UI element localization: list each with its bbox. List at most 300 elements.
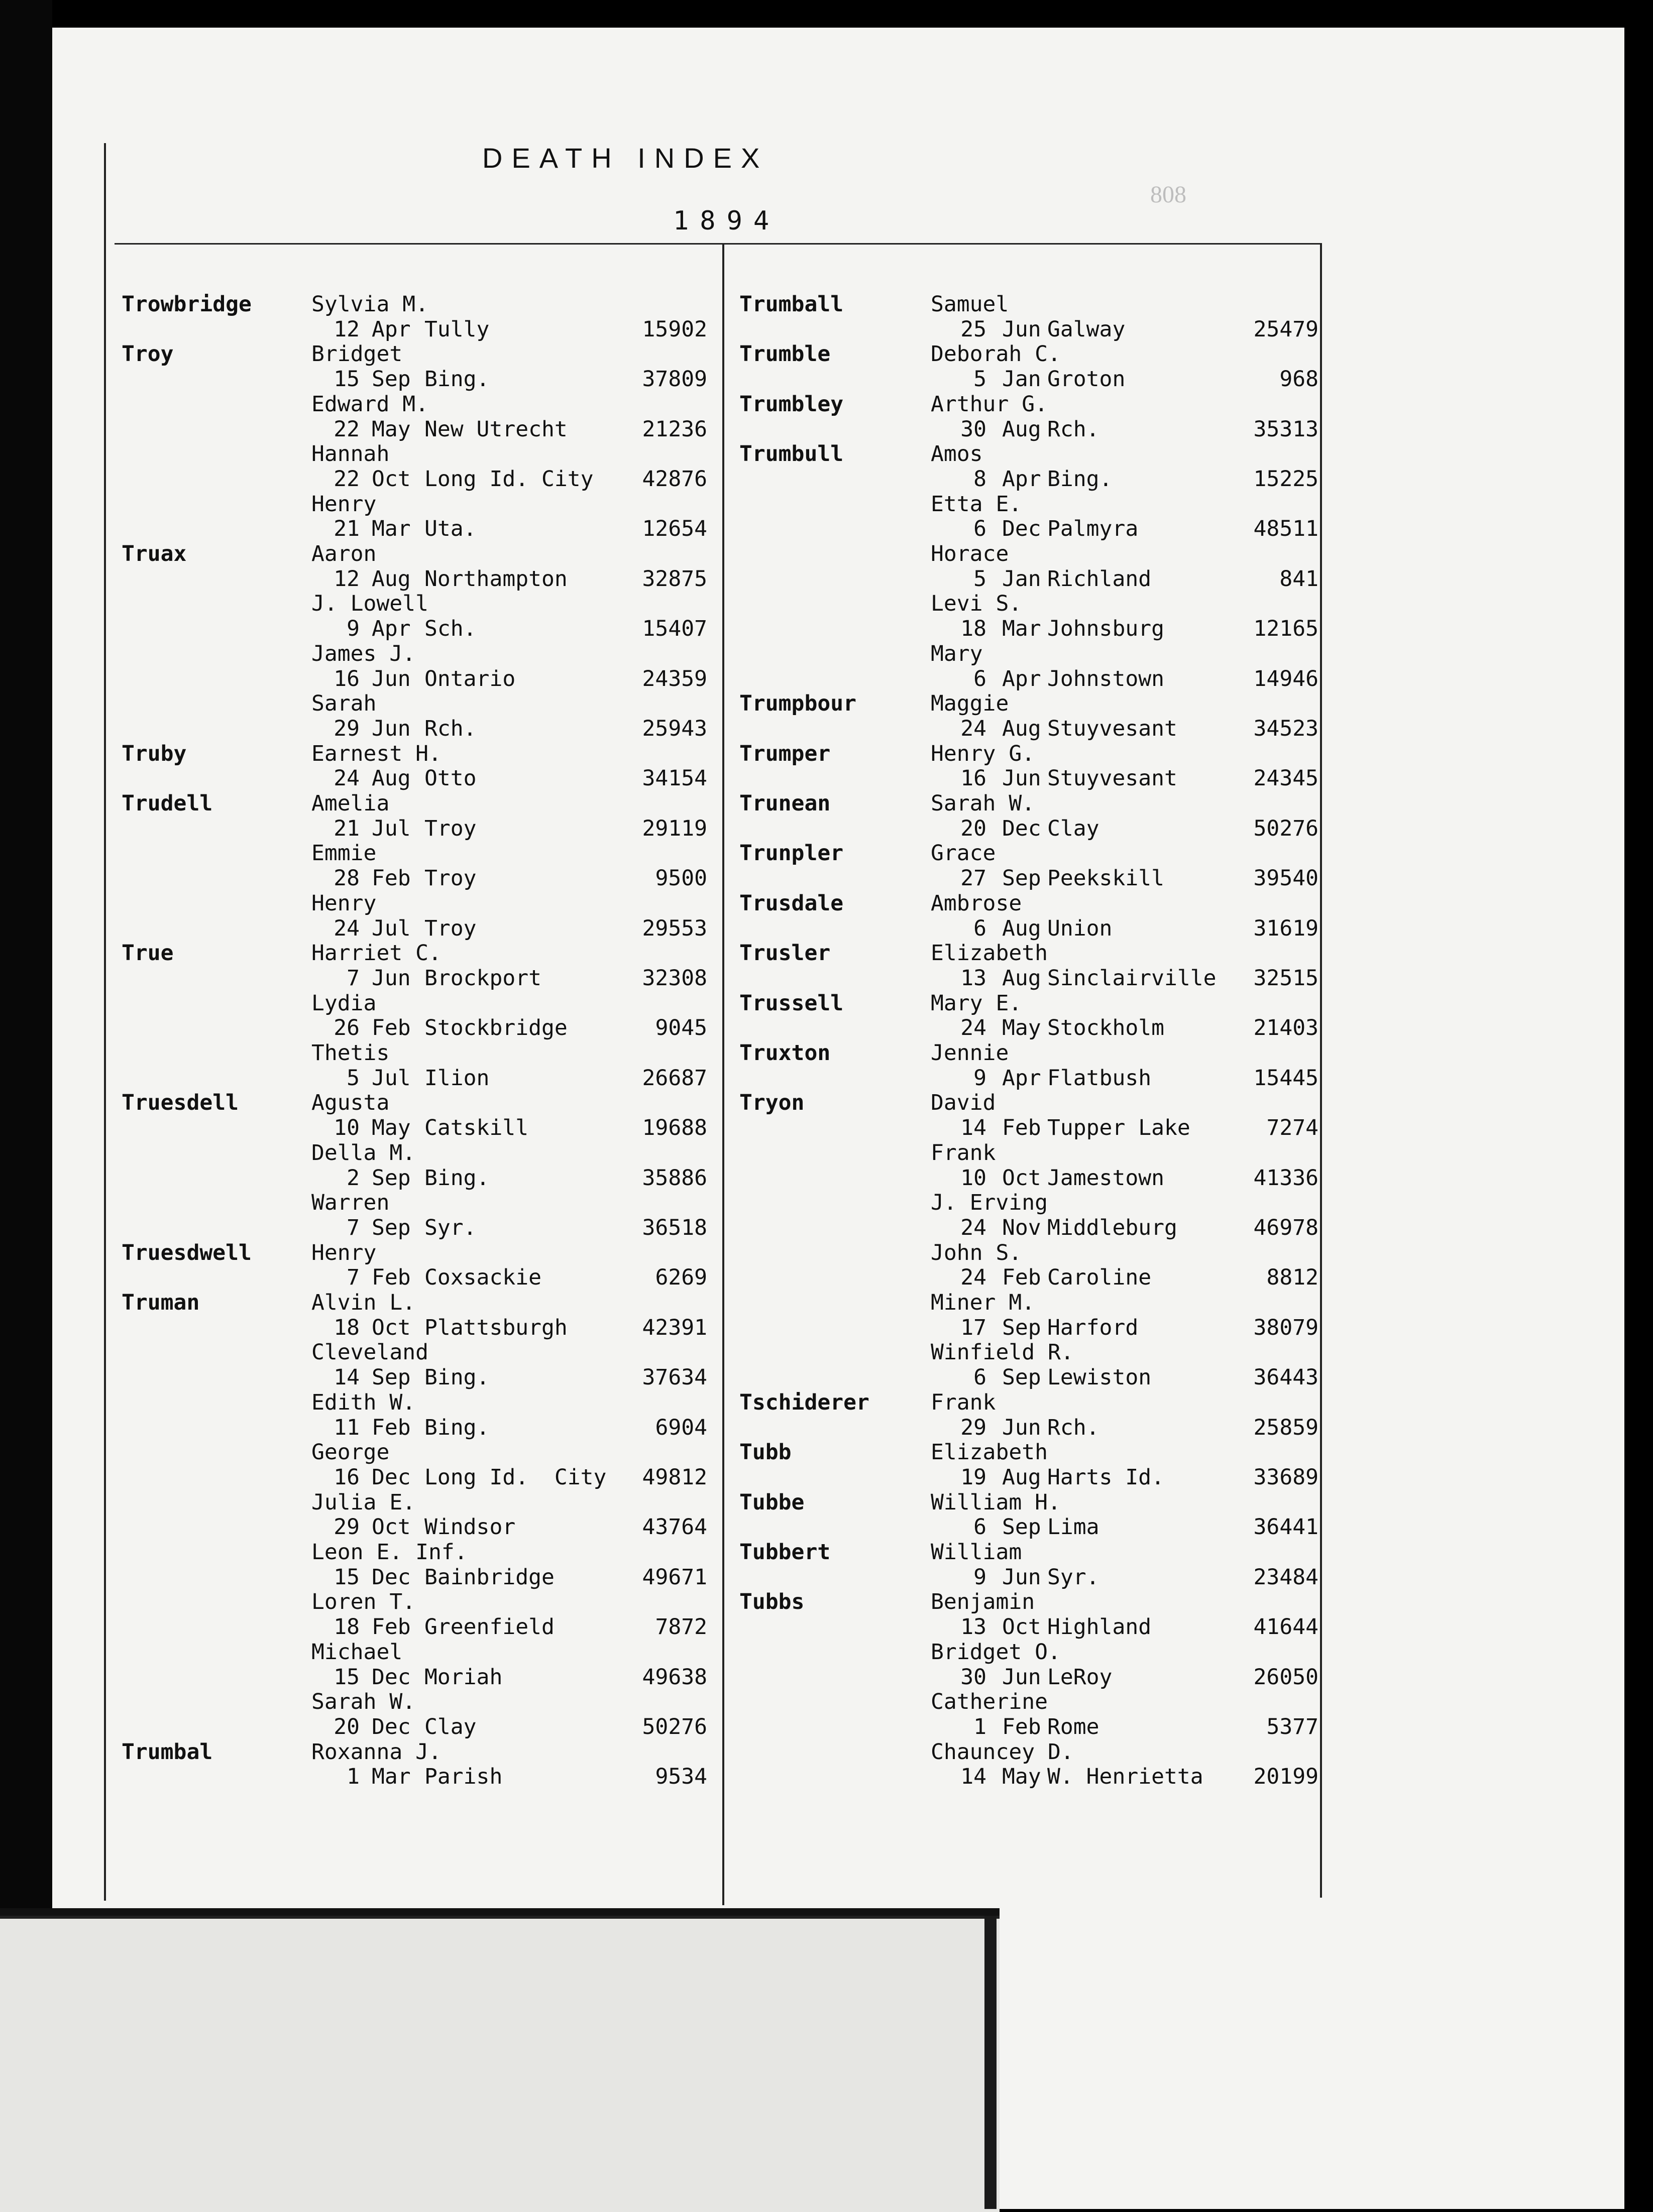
death-day: 16 — [960, 766, 986, 791]
certificate-number: 36443 — [1253, 1365, 1318, 1390]
death-place: Richland — [1047, 566, 1152, 592]
certificate-number: 29553 — [642, 915, 707, 941]
certificate-number: 968 — [1279, 367, 1318, 392]
death-place: W. Henrietta — [1047, 1764, 1203, 1790]
death-day: 14 — [960, 1764, 986, 1790]
death-place: Windsor — [424, 1515, 516, 1540]
given-name: Della M. — [311, 1140, 416, 1166]
death-place: Bing. — [424, 1365, 490, 1390]
death-day: 29 — [960, 1415, 986, 1440]
given-name: Samuel — [931, 292, 1009, 317]
given-name: Elizabeth — [931, 941, 1048, 966]
death-day: 27 — [960, 866, 986, 891]
death-month: Apr — [372, 316, 411, 342]
given-name: J. Lowell — [311, 591, 428, 617]
death-month: Apr — [372, 616, 411, 642]
given-name: Henry — [311, 1240, 377, 1265]
death-place: Rch. — [424, 716, 477, 741]
given-name: Michael — [311, 1639, 403, 1665]
death-month: Jul — [372, 816, 411, 841]
death-place: Union — [1047, 915, 1113, 941]
death-place: Harford — [1047, 1315, 1139, 1340]
death-place: Troy — [424, 866, 477, 891]
certificate-number: 8812 — [1266, 1265, 1318, 1291]
given-name: Julia E. — [311, 1489, 416, 1515]
death-day: 15 — [334, 1664, 360, 1690]
death-place: Coxsackie — [424, 1265, 541, 1291]
certificate-number: 35886 — [642, 1165, 707, 1191]
given-name: Chauncey D. — [931, 1739, 1074, 1765]
death-day: 19 — [960, 1464, 986, 1490]
death-month: Sep — [372, 1165, 411, 1191]
death-day: 12 — [334, 566, 360, 592]
death-place: Troy — [424, 915, 477, 941]
certificate-number: 29119 — [642, 816, 707, 841]
death-month: May — [372, 416, 411, 442]
death-day: 7 — [347, 1265, 360, 1291]
death-month: Oct — [372, 466, 411, 492]
death-month: Jun — [1002, 766, 1041, 791]
death-day: 9 — [973, 1065, 986, 1091]
death-day: 7 — [347, 1215, 360, 1240]
given-name: Horace — [931, 541, 1009, 566]
given-name: Sarah W. — [311, 1689, 416, 1715]
surname-label: Trunean — [739, 791, 831, 816]
death-day: 10 — [334, 1115, 360, 1141]
death-day: 12 — [334, 316, 360, 342]
surname-label: Trusler — [739, 941, 831, 966]
certificate-number: 12165 — [1253, 616, 1318, 642]
surname-label: Tschiderer — [739, 1389, 869, 1415]
death-month: Feb — [1002, 1115, 1041, 1141]
death-place: Groton — [1047, 367, 1126, 392]
death-day: 1 — [347, 1764, 360, 1790]
death-day: 14 — [960, 1115, 986, 1141]
death-place: Syr. — [1047, 1564, 1099, 1590]
death-month: Aug — [1002, 915, 1041, 941]
certificate-number: 12654 — [642, 516, 707, 542]
death-day: 6 — [973, 1515, 986, 1540]
surname-label: Trumble — [739, 341, 831, 367]
surname-label: Truby — [122, 741, 187, 766]
surname-label: Trusdale — [739, 890, 844, 916]
death-month: Feb — [372, 866, 411, 891]
right-margin-rule — [1320, 243, 1322, 1898]
death-place: Lima — [1047, 1515, 1099, 1540]
death-place: Tupper Lake — [1047, 1115, 1190, 1141]
given-name: William — [931, 1540, 1022, 1565]
certificate-number: 48511 — [1253, 516, 1318, 542]
surname-label: Trowbridge — [122, 292, 252, 317]
given-name: Bridget O. — [931, 1639, 1061, 1665]
death-place: Clay — [1047, 816, 1099, 841]
given-name: J. Erving — [931, 1190, 1048, 1216]
certificate-number: 50276 — [642, 1714, 707, 1739]
certificate-number: 32515 — [1253, 965, 1318, 991]
death-month: Jun — [372, 666, 411, 691]
death-place: LeRoy — [1047, 1664, 1113, 1690]
certificate-number: 50276 — [1253, 816, 1318, 841]
death-month: Aug — [1002, 965, 1041, 991]
faint-page-number: 808 — [1150, 181, 1186, 208]
death-month: Mar — [372, 516, 411, 542]
death-month: Jul — [372, 1065, 411, 1091]
death-day: 30 — [960, 416, 986, 442]
given-name: Winfield R. — [931, 1340, 1074, 1365]
death-day: 24 — [960, 716, 986, 741]
surname-label: Trussell — [739, 990, 844, 1016]
given-name: Henry — [311, 491, 377, 517]
certificate-number: 24359 — [642, 666, 707, 691]
death-place: Uta. — [424, 516, 477, 542]
surname-label: Trumpbour — [739, 691, 856, 717]
certificate-number: 6269 — [655, 1265, 707, 1291]
certificate-number: 32308 — [642, 965, 707, 991]
certificate-number: 841 — [1279, 566, 1318, 592]
certificate-number: 25859 — [1253, 1415, 1318, 1440]
death-month: Sep — [372, 1365, 411, 1390]
death-place: Bing. — [1047, 466, 1113, 492]
given-name: Harriet C. — [311, 941, 442, 966]
given-name: Amos — [931, 441, 983, 467]
death-place: Lewiston — [1047, 1365, 1152, 1390]
surname-label: Trunpler — [739, 841, 844, 866]
death-day: 16 — [334, 1464, 360, 1490]
certificate-number: 19688 — [642, 1115, 707, 1141]
death-place: Northampton — [424, 566, 568, 592]
surname-label: Tubb — [739, 1440, 792, 1465]
death-month: Mar — [1002, 616, 1041, 642]
death-day: 8 — [973, 466, 986, 492]
death-month: Sep — [1002, 1365, 1041, 1390]
certificate-number: 24345 — [1253, 766, 1318, 791]
death-day: 20 — [334, 1714, 360, 1739]
death-month: Feb — [1002, 1265, 1041, 1291]
surname-label: Tubbert — [739, 1540, 831, 1565]
death-month: Aug — [1002, 716, 1041, 741]
surname-label: Truesdwell — [122, 1240, 252, 1265]
given-name: Mary — [931, 641, 983, 666]
surname-label: Trumbal — [122, 1739, 213, 1765]
surname-label: Trumball — [739, 292, 844, 317]
death-day: 6 — [973, 666, 986, 691]
death-day: 24 — [334, 915, 360, 941]
given-name: John S. — [931, 1240, 1022, 1265]
death-month: Feb — [372, 1415, 411, 1440]
certificate-number: 42391 — [642, 1315, 707, 1340]
given-name: Henry G. — [931, 741, 1035, 766]
death-place: Plattsburgh — [424, 1315, 568, 1340]
death-place: New Utrecht — [424, 416, 568, 442]
death-place: Jamestown — [1047, 1165, 1164, 1191]
death-day: 16 — [334, 666, 360, 691]
death-place: Stuyvesant — [1047, 766, 1177, 791]
given-name: Edward M. — [311, 391, 428, 417]
death-month: Jul — [372, 915, 411, 941]
death-month: Feb — [1002, 1714, 1041, 1739]
certificate-number: 5377 — [1266, 1714, 1318, 1739]
death-month: Jun — [1002, 1415, 1041, 1440]
death-place: Harts Id. — [1047, 1464, 1164, 1490]
certificate-number: 26050 — [1253, 1664, 1318, 1690]
given-name: Sarah W. — [931, 791, 1035, 816]
certificate-number: 15445 — [1253, 1065, 1318, 1091]
certificate-number: 34523 — [1253, 716, 1318, 741]
death-day: 1 — [973, 1714, 986, 1739]
certificate-number: 15407 — [642, 616, 707, 642]
given-name: Hannah — [311, 441, 390, 467]
given-name: Frank — [931, 1389, 996, 1415]
death-month: Oct — [1002, 1165, 1041, 1191]
death-month: Dec — [372, 1664, 411, 1690]
certificate-number: 21236 — [642, 416, 707, 442]
certificate-number: 43764 — [642, 1515, 707, 1540]
death-month: Sep — [1002, 1515, 1041, 1540]
certificate-number: 21403 — [1253, 1015, 1318, 1041]
death-place: Ilion — [424, 1065, 490, 1091]
index-sheet — [52, 28, 1624, 2209]
certificate-number: 20199 — [1253, 1764, 1318, 1790]
surname-label: Truax — [122, 541, 187, 566]
death-month: Mar — [372, 1764, 411, 1790]
certificate-number: 36518 — [642, 1215, 707, 1240]
scan-bottom-band — [0, 1916, 1000, 2212]
death-day: 2 — [347, 1165, 360, 1191]
given-name: Frank — [931, 1140, 996, 1166]
death-place: Palmyra — [1047, 516, 1139, 542]
death-day: 18 — [334, 1614, 360, 1640]
death-day: 5 — [973, 367, 986, 392]
death-day: 15 — [334, 367, 360, 392]
certificate-number: 42876 — [642, 466, 707, 492]
death-month: Oct — [372, 1315, 411, 1340]
given-name: Etta E. — [931, 491, 1022, 517]
death-day: 6 — [973, 516, 986, 542]
death-place: Tully — [424, 316, 490, 342]
death-place: Troy — [424, 816, 477, 841]
certificate-number: 25943 — [642, 716, 707, 741]
index-year: 1894 — [673, 206, 781, 236]
surname-label: Tubbe — [739, 1489, 805, 1515]
death-month: Jan — [1002, 367, 1041, 392]
given-name: Loren T. — [311, 1589, 416, 1615]
given-name: George — [311, 1440, 390, 1465]
death-day: 9 — [347, 616, 360, 642]
death-place: Catskill — [424, 1115, 529, 1141]
certificate-number: 49638 — [642, 1664, 707, 1690]
given-name: Sylvia M. — [311, 292, 428, 317]
death-place: Ontario — [424, 666, 516, 691]
column-divider — [722, 243, 724, 1905]
given-name: Miner M. — [931, 1290, 1035, 1315]
death-day: 28 — [334, 866, 360, 891]
death-day: 18 — [334, 1315, 360, 1340]
death-day: 30 — [960, 1664, 986, 1690]
death-place: Greenfield — [424, 1614, 555, 1640]
death-day: 29 — [334, 1515, 360, 1540]
surname-label: Trudell — [122, 791, 213, 816]
death-day: 24 — [960, 1265, 986, 1291]
death-day: 5 — [973, 566, 986, 592]
given-name: Agusta — [311, 1090, 390, 1116]
death-month: Sep — [1002, 866, 1041, 891]
death-month: Jan — [1002, 566, 1041, 592]
death-month: May — [1002, 1015, 1041, 1041]
certificate-number: 32875 — [642, 566, 707, 592]
death-month: Oct — [372, 1515, 411, 1540]
death-month: Aug — [1002, 416, 1041, 442]
death-month: May — [1002, 1764, 1041, 1790]
certificate-number: 31619 — [1253, 915, 1318, 941]
death-day: 17 — [960, 1315, 986, 1340]
death-day: 13 — [960, 1614, 986, 1640]
certificate-number: 39540 — [1253, 866, 1318, 891]
certificate-number: 14946 — [1253, 666, 1318, 691]
death-place: Stuyvesant — [1047, 716, 1177, 741]
given-name: Catherine — [931, 1689, 1048, 1715]
death-day: 7 — [347, 965, 360, 991]
death-place: Stockholm — [1047, 1015, 1164, 1041]
given-name: Aaron — [311, 541, 377, 566]
given-name: Cleveland — [311, 1340, 428, 1365]
certificate-number: 38079 — [1253, 1315, 1318, 1340]
scan-bottom-edge — [984, 1916, 997, 2209]
given-name: Bridget — [311, 341, 403, 367]
surname-label: Trumbull — [739, 441, 844, 467]
certificate-number: 41336 — [1253, 1165, 1318, 1191]
death-place: Syr. — [424, 1215, 477, 1240]
scan-left-edge — [0, 0, 52, 2209]
given-name: Elizabeth — [931, 1440, 1048, 1465]
surname-label: Truesdell — [122, 1090, 239, 1116]
certificate-number: 7872 — [655, 1614, 707, 1640]
certificate-number: 49812 — [642, 1464, 707, 1490]
death-month: Apr — [1002, 466, 1041, 492]
surname-label: Trumbley — [739, 391, 844, 417]
certificate-number: 37809 — [642, 367, 707, 392]
death-day: 14 — [334, 1365, 360, 1390]
given-name: Earnest H. — [311, 741, 442, 766]
death-month: Oct — [1002, 1614, 1041, 1640]
certificate-number: 6904 — [655, 1415, 707, 1440]
certificate-number: 9500 — [655, 866, 707, 891]
death-place: Bainbridge — [424, 1564, 555, 1590]
death-day: 29 — [334, 716, 360, 741]
given-name: Grace — [931, 841, 996, 866]
death-place: Otto — [424, 766, 477, 791]
death-month: May — [372, 1115, 411, 1141]
death-place: Caroline — [1047, 1265, 1152, 1291]
certificate-number: 9045 — [655, 1015, 707, 1041]
death-day: 21 — [334, 816, 360, 841]
death-day: 26 — [334, 1015, 360, 1041]
death-place: Peekskill — [1047, 866, 1164, 891]
death-day: 11 — [334, 1415, 360, 1440]
surname-label: Truman — [122, 1290, 200, 1315]
surname-label: Truxton — [739, 1040, 831, 1066]
given-name: Warren — [311, 1190, 390, 1216]
death-month: Jun — [372, 965, 411, 991]
death-month: Dec — [372, 1464, 411, 1490]
given-name: William H. — [931, 1489, 1061, 1515]
death-month: Aug — [1002, 1464, 1041, 1490]
death-place: Flatbush — [1047, 1065, 1152, 1091]
certificate-number: 41644 — [1253, 1614, 1318, 1640]
given-name: Alvin L. — [311, 1290, 416, 1315]
given-name: Benjamin — [931, 1589, 1035, 1615]
death-month: Aug — [372, 566, 411, 592]
death-month: Dec — [1002, 516, 1041, 542]
death-place: Bing. — [424, 1165, 490, 1191]
death-month: Feb — [372, 1614, 411, 1640]
death-place: Bing. — [424, 367, 490, 392]
given-name: Roxanna J. — [311, 1739, 442, 1765]
certificate-number: 37634 — [642, 1365, 707, 1390]
death-month: Feb — [372, 1015, 411, 1041]
surname-label: Trumper — [739, 741, 831, 766]
given-name: Thetis — [311, 1040, 390, 1066]
certificate-number: 26687 — [642, 1065, 707, 1091]
death-place: Sch. — [424, 616, 477, 642]
death-place: Stockbridge — [424, 1015, 568, 1041]
certificate-number: 33689 — [1253, 1464, 1318, 1490]
death-day: 13 — [960, 965, 986, 991]
given-name: David — [931, 1090, 996, 1116]
death-month: Sep — [372, 1215, 411, 1240]
death-day: 24 — [960, 1015, 986, 1041]
death-month: Apr — [1002, 666, 1041, 691]
death-month: Dec — [1002, 816, 1041, 841]
given-name: Levi S. — [931, 591, 1022, 617]
death-place: Brockport — [424, 965, 541, 991]
given-name: James J. — [311, 641, 416, 666]
certificate-number: 49671 — [642, 1564, 707, 1590]
given-name: Deborah C. — [931, 341, 1061, 367]
death-month: Feb — [372, 1265, 411, 1291]
given-name: Ambrose — [931, 890, 1022, 916]
surname-label: Tryon — [739, 1090, 805, 1116]
certificate-number: 15225 — [1253, 466, 1318, 492]
given-name: Arthur G. — [931, 391, 1048, 417]
death-place: Johnsburg — [1047, 616, 1164, 642]
certificate-number: 46978 — [1253, 1215, 1318, 1240]
given-name: Amelia — [311, 791, 390, 816]
left-margin-rule — [104, 143, 106, 1901]
death-place: Highland — [1047, 1614, 1152, 1640]
death-day: 9 — [973, 1564, 986, 1590]
death-day: 21 — [334, 516, 360, 542]
death-place: Long Id. City — [424, 466, 594, 492]
surname-label: Tubbs — [739, 1589, 805, 1615]
given-name: Maggie — [931, 691, 1009, 717]
death-day: 24 — [334, 766, 360, 791]
death-day: 5 — [347, 1065, 360, 1091]
death-place: Rch. — [1047, 416, 1099, 442]
death-month: Dec — [372, 1564, 411, 1590]
death-day: 18 — [960, 616, 986, 642]
death-day: 22 — [334, 416, 360, 442]
death-month: Sep — [372, 367, 411, 392]
death-place: Galway — [1047, 316, 1126, 342]
death-month: Jun — [372, 716, 411, 741]
death-place: Johnstown — [1047, 666, 1164, 691]
death-day: 6 — [973, 1365, 986, 1390]
death-month: Dec — [372, 1714, 411, 1739]
death-day: 10 — [960, 1165, 986, 1191]
certificate-number: 34154 — [642, 766, 707, 791]
certificate-number: 7274 — [1266, 1115, 1318, 1141]
given-name: Lydia — [311, 990, 377, 1016]
